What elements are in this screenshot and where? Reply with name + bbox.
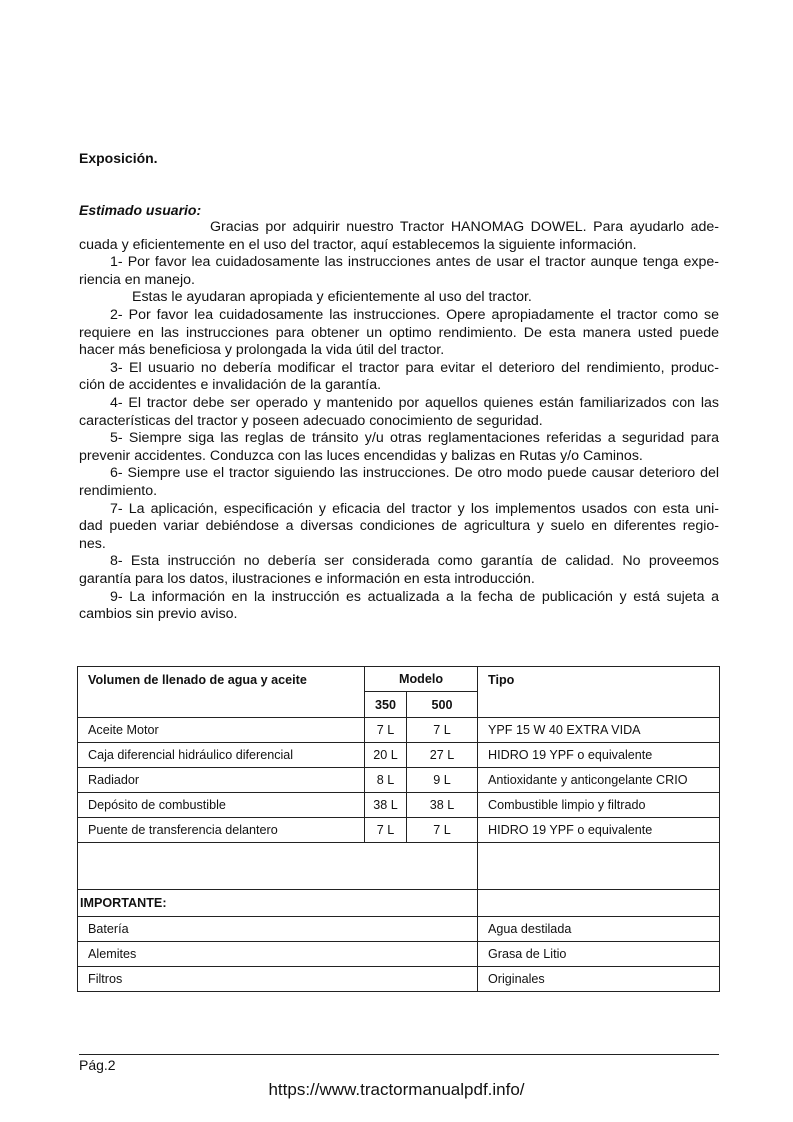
header-volume: Volumen de llenado de agua y aceite [78, 667, 365, 718]
text-line: 7- La aplicación, especificación y eficacia del tractor y los implementos usados con esta uni- [110, 500, 719, 517]
text-line: garantía para los datos, ilustraciones e información en esta introducción. [79, 571, 535, 587]
important-label: IMPORTANTE: [78, 890, 478, 917]
text-line: Gracias por adquirir nuestro Tractor HANOMAG DOWEL. Para ayudarlo ade- [210, 219, 719, 235]
footer-url[interactable]: https://www.tractormanualpdf.info/ [268, 1080, 525, 1099]
section-heading: Exposición. [79, 150, 158, 166]
cell-m500: 9 L [407, 768, 478, 793]
important-item-row [78, 967, 720, 992]
table-header-row [78, 667, 720, 692]
cell-type: HIDRO 19 YPF o equivalente [478, 818, 720, 843]
cell-name: Alemites [78, 942, 478, 967]
cell-name: Filtros [78, 967, 478, 992]
important-item-row [78, 942, 720, 967]
text-line: requiere en las instrucciones para obtener un optimo rendimiento. De esta manera usted puede [79, 324, 719, 341]
cell-m500: 38 L [407, 793, 478, 818]
page-number: Pág.2 [79, 1057, 116, 1073]
text-line: ción de accidentes e invalidación de la garantía. [79, 377, 382, 394]
cell-type: Grasa de Litio [478, 942, 720, 967]
text-line: 2- Por favor lea cuidadosamente las instrucciones. Opere apropiadamente el tractor como se [110, 307, 719, 323]
text-line: 5- Siempre siga las reglas de tránsito y/u otras reglamentaciones referidas a seguridad para [110, 430, 719, 447]
text-line: 4- El tractor debe ser operado y mantenido por aquellos quienes están familiarizados con las [110, 395, 719, 411]
cell-m500: 7 L [407, 718, 478, 743]
cell-type: YPF 15 W 40 EXTRA VIDA [478, 718, 720, 743]
table-empty-row [78, 843, 720, 890]
cell-name: Aceite Motor [78, 718, 365, 743]
cell-type: Agua destilada [478, 917, 720, 942]
text-line: nes. [79, 535, 106, 552]
table-row [78, 768, 720, 793]
cell-m350: 7 L [365, 818, 407, 843]
cell-type: Originales [478, 967, 720, 992]
header-model: Modelo [365, 667, 478, 692]
cell-m500: 7 L [407, 818, 478, 843]
table-row [78, 793, 720, 818]
important-item-row [78, 917, 720, 942]
salutation: Estimado usuario: [79, 202, 202, 218]
cell-m350: 7 L [365, 718, 407, 743]
table-row [78, 718, 720, 743]
cell-name: Radiador [78, 768, 365, 793]
text-line: riencia en manejo. [79, 271, 195, 288]
table-row [78, 818, 720, 843]
cell-m350: 38 L [365, 793, 407, 818]
important-row [78, 890, 720, 917]
text-line: 8- Esta instrucción no debería ser considerada como garantía de calidad. No proveemos [110, 553, 719, 570]
footer-divider [79, 1054, 719, 1055]
text-line: cambios sin previo aviso. [79, 606, 238, 623]
fill-volume-table [77, 666, 720, 992]
cell-m500: 27 L [407, 743, 478, 768]
text-line: prevenir accidentes. Conduzca con las luces encendidas y balizas en Rutas y/o Caminos. [79, 447, 643, 464]
text-line: 3- El usuario no debería modificar el tractor para evitar el deterioro del rendimiento, produc- [110, 359, 719, 376]
cell-m350: 20 L [365, 743, 407, 768]
header-350: 350 [365, 692, 407, 718]
cell-name: Depósito de combustible [78, 793, 365, 818]
cell-name: Caja diferencial hidráulico diferencial [78, 743, 365, 768]
header-500: 500 [407, 692, 478, 718]
cell-type: Combustible limpio y filtrado [478, 793, 720, 818]
text-line: cuada y eficientemente en el uso del tractor, aquí establecemos la siguiente información. [79, 236, 637, 253]
text-line: rendimiento. [79, 483, 158, 499]
text-line: 9- La información en la instrucción es actualizada a la fecha de publicación y está sujeta a [110, 588, 719, 605]
table-row [78, 743, 720, 768]
header-type: Tipo [478, 667, 720, 718]
cell-type: HIDRO 19 YPF o equivalente [478, 743, 720, 768]
cell-name: Puente de transferencia delantero [78, 818, 365, 843]
text-line: dad pueden variar debiéndose a diversas condiciones de agricultura y suelo en diferentes regio- [79, 518, 719, 535]
cell-m350: 8 L [365, 768, 407, 793]
text-line: 6- Siempre use el tractor siguiendo las instrucciones. De otro modo puede causar deterioro del [110, 465, 719, 482]
text-line: 1- Por favor lea cuidadosamente las instrucciones antes de usar el tractor aunque tenga expe- [110, 254, 719, 271]
text-line: características del tractor y poseen adecuado conocimiento de seguridad. [79, 412, 543, 429]
cell-name: Batería [78, 917, 478, 942]
text-line: Estas le ayudaran apropiada y eficientemente al uso del tractor. [132, 289, 532, 306]
text-line: hacer más beneficiosa y prolongada la vida útil del tractor. [79, 342, 445, 359]
cell-type: Antioxidante y anticongelante CRIO [478, 768, 720, 793]
